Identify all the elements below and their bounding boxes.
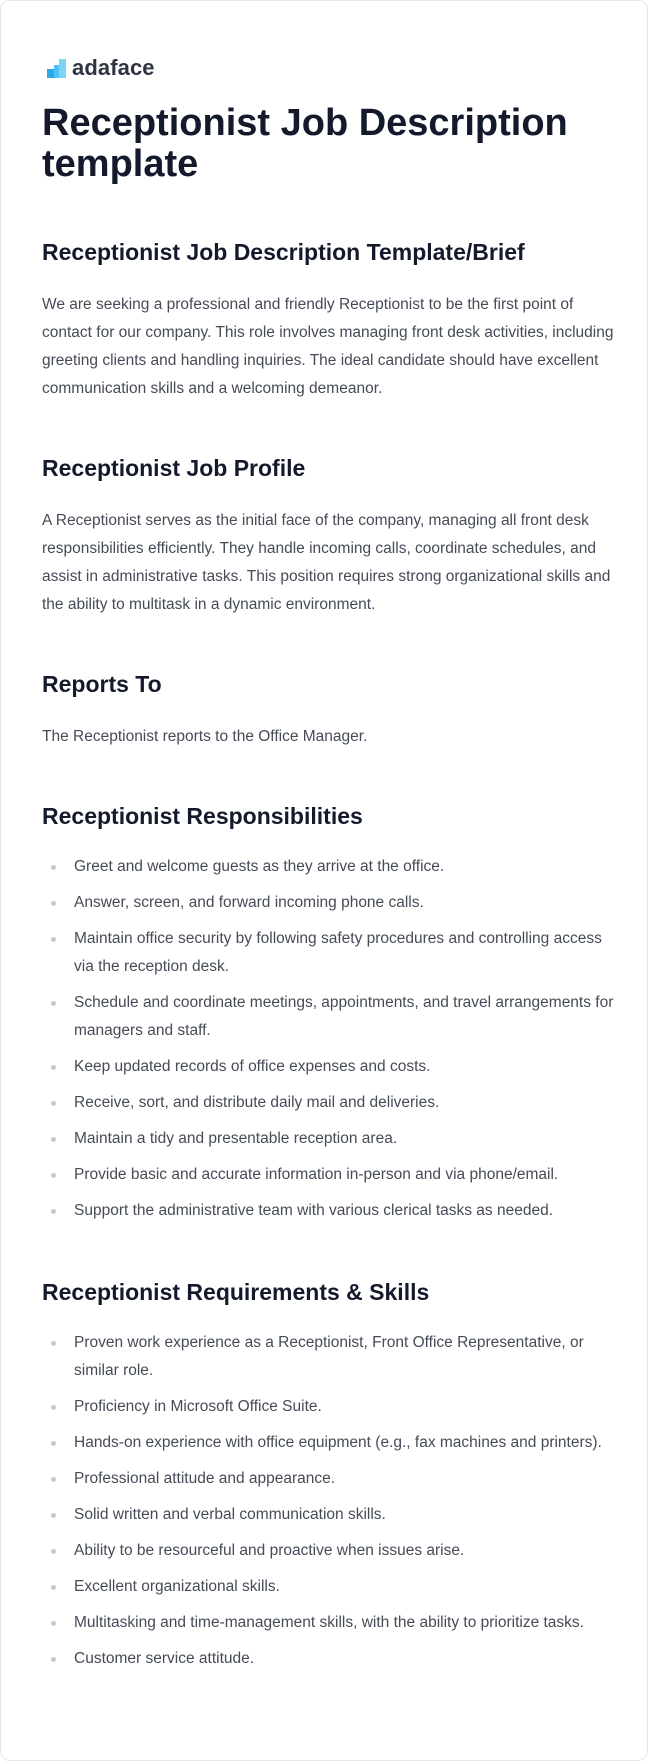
page-title: Receptionist Job Description template xyxy=(42,102,568,185)
section-heading: Receptionist Requirements & Skills xyxy=(42,1279,430,1305)
list-item: Provide basic and accurate information in-person and via phone/email. xyxy=(42,1161,617,1189)
section-reports-to xyxy=(42,669,617,751)
list-item: Support the administrative team with various clerical tasks as needed. xyxy=(42,1197,617,1225)
requirements-list xyxy=(42,1329,617,1673)
list-item: Ability to be resourceful and proactive when issues arise. xyxy=(42,1537,617,1565)
section-text: We are seeking a professional and friendly Receptionist to be the first point of contact for our company. This role involves managing front desk activities, including greeting clients and handling inquiries. The ideal candidate should have excellent communication skills and a welcoming demeanor. xyxy=(42,296,614,397)
section-responsibilities xyxy=(42,801,617,1233)
list-item: Keep updated records of office expenses and costs. xyxy=(42,1053,617,1081)
list-item: Proven work experience as a Receptionist, Front Office Representative, or similar role. xyxy=(42,1329,617,1385)
section-heading: Receptionist Job Profile xyxy=(42,455,306,481)
section-job-profile xyxy=(42,453,617,619)
list-item: Multitasking and time-management skills, with the ability to prioritize tasks. xyxy=(42,1609,617,1637)
list-item: Professional attitude and appearance. xyxy=(42,1465,617,1493)
section-heading: Receptionist Responsibilities xyxy=(42,803,363,829)
list-item: Solid written and verbal communication skills. xyxy=(42,1501,617,1529)
responsibilities-list xyxy=(42,853,617,1225)
list-item: Maintain office security by following safety procedures and controlling access via the reception desk. xyxy=(42,925,617,981)
list-item: Customer service attitude. xyxy=(42,1645,617,1673)
brand-logo[interactable] xyxy=(47,55,155,81)
brand-name: adaface xyxy=(72,55,155,80)
list-item: Receive, sort, and distribute daily mail and deliveries. xyxy=(42,1089,617,1117)
section-brief xyxy=(42,237,617,403)
section-text: The Receptionist reports to the Office Manager. xyxy=(42,728,368,745)
list-item: Excellent organizational skills. xyxy=(42,1573,617,1601)
section-requirements xyxy=(42,1277,617,1681)
section-heading: Reports To xyxy=(42,671,162,697)
list-item: Hands-on experience with office equipment (e.g., fax machines and printers). xyxy=(42,1429,617,1457)
list-item: Maintain a tidy and presentable reception area. xyxy=(42,1125,617,1153)
list-item: Proficiency in Microsoft Office Suite. xyxy=(42,1393,617,1421)
section-text: A Receptionist serves as the initial face of the company, managing all front desk responsibilities efficiently. They handle incoming calls, coordinate schedules, and assist in administrative tasks. This position requires strong organizational skills and the ability to multitask in a dynamic environment. xyxy=(42,512,611,613)
section-heading: Receptionist Job Description Template/Brief xyxy=(42,239,525,265)
list-item: Answer, screen, and forward incoming phone calls. xyxy=(42,889,617,917)
list-item: Schedule and coordinate meetings, appointments, and travel arrangements for managers and staff. xyxy=(42,989,617,1045)
adaface-logo-icon xyxy=(47,59,66,78)
list-item: Greet and welcome guests as they arrive at the office. xyxy=(42,853,617,881)
